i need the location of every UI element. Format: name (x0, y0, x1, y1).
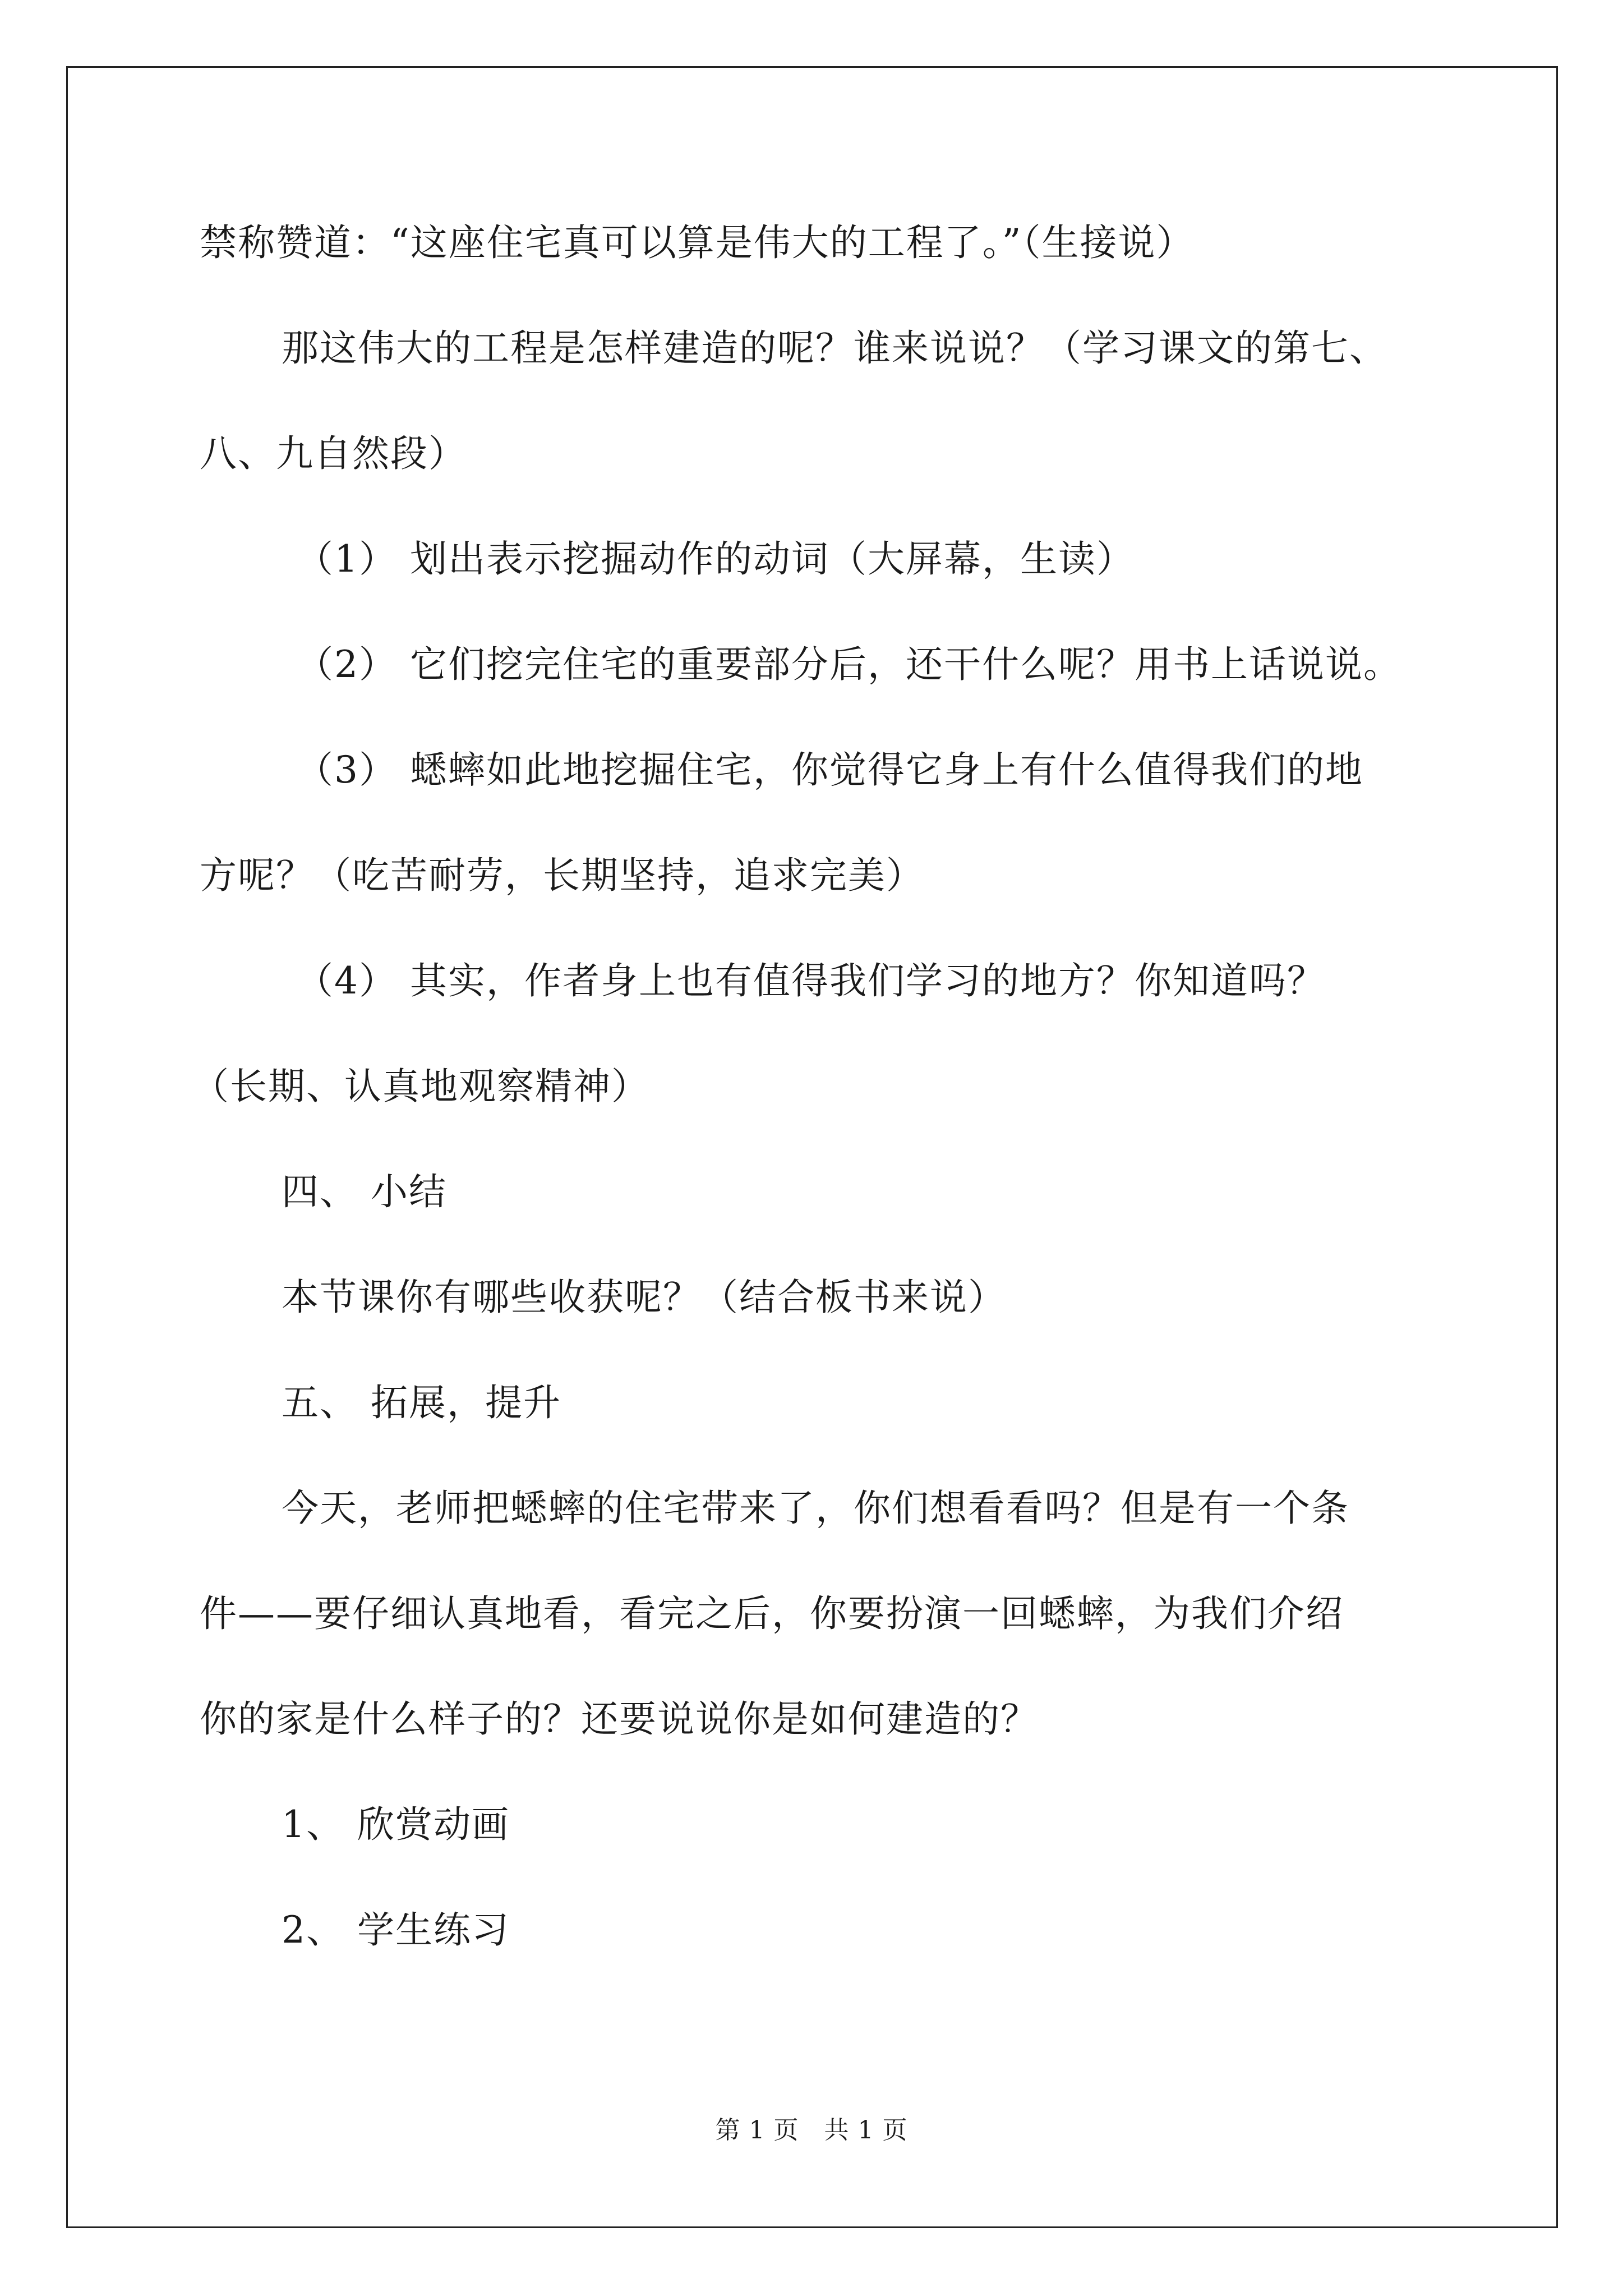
paragraph-line: （长期、认真地观察精神） (192, 1065, 649, 1108)
list-item: （1） 划出表示挖掘动作的动词（大屏幕，生读） (296, 537, 1135, 581)
paragraph-line: 本节课你有哪些收获呢？（结合板书来说） (282, 1276, 1006, 1319)
paragraph-line: 方呢？（吃苦耐劳，长期坚持，追求完美） (200, 854, 924, 897)
paragraph-line: 今天，老师把蟋蟀的住宅带来了，你们想看看吗？但是有一个条 (282, 1487, 1349, 1530)
page-number-footer: 第 1 页 共 1 页 (715, 2116, 908, 2145)
numbered-item: 2、 学生练习 (282, 1908, 510, 1952)
list-item: （4） 其实，作者身上也有值得我们学习的地方？你知道吗？ (296, 959, 1325, 1002)
paragraph-line: 件——要仔细认真地看，看完之后，你要扮演一回蟋蟀，为我们介绍 (200, 1592, 1344, 1635)
paragraph-line: 那这伟大的工程是怎样建造的呢？谁来说说？（学习课文的第七、 (282, 326, 1387, 370)
paragraph-line: 你的家是什么样子的？还要说说你是如何建造的？ (200, 1697, 1039, 1741)
section-heading: 五、 拓展，提升 (282, 1381, 561, 1424)
paragraph-line: 八、九自然段） (200, 432, 467, 475)
list-item: （2） 它们挖完住宅的重要部分后，还干什么呢？用书上话说说。 (296, 643, 1401, 686)
list-item: （3） 蟋蟀如此地挖掘住宅，你觉得它身上有什么值得我们的地 (296, 748, 1363, 792)
numbered-item: 1、 欣赏动画 (282, 1803, 510, 1846)
section-heading: 四、 小结 (282, 1170, 447, 1213)
document-body (192, 216, 1467, 2009)
paragraph-line: 禁称赞道：“这座住宅真可以算是伟大的工程了。”（生接说） (200, 221, 1195, 264)
